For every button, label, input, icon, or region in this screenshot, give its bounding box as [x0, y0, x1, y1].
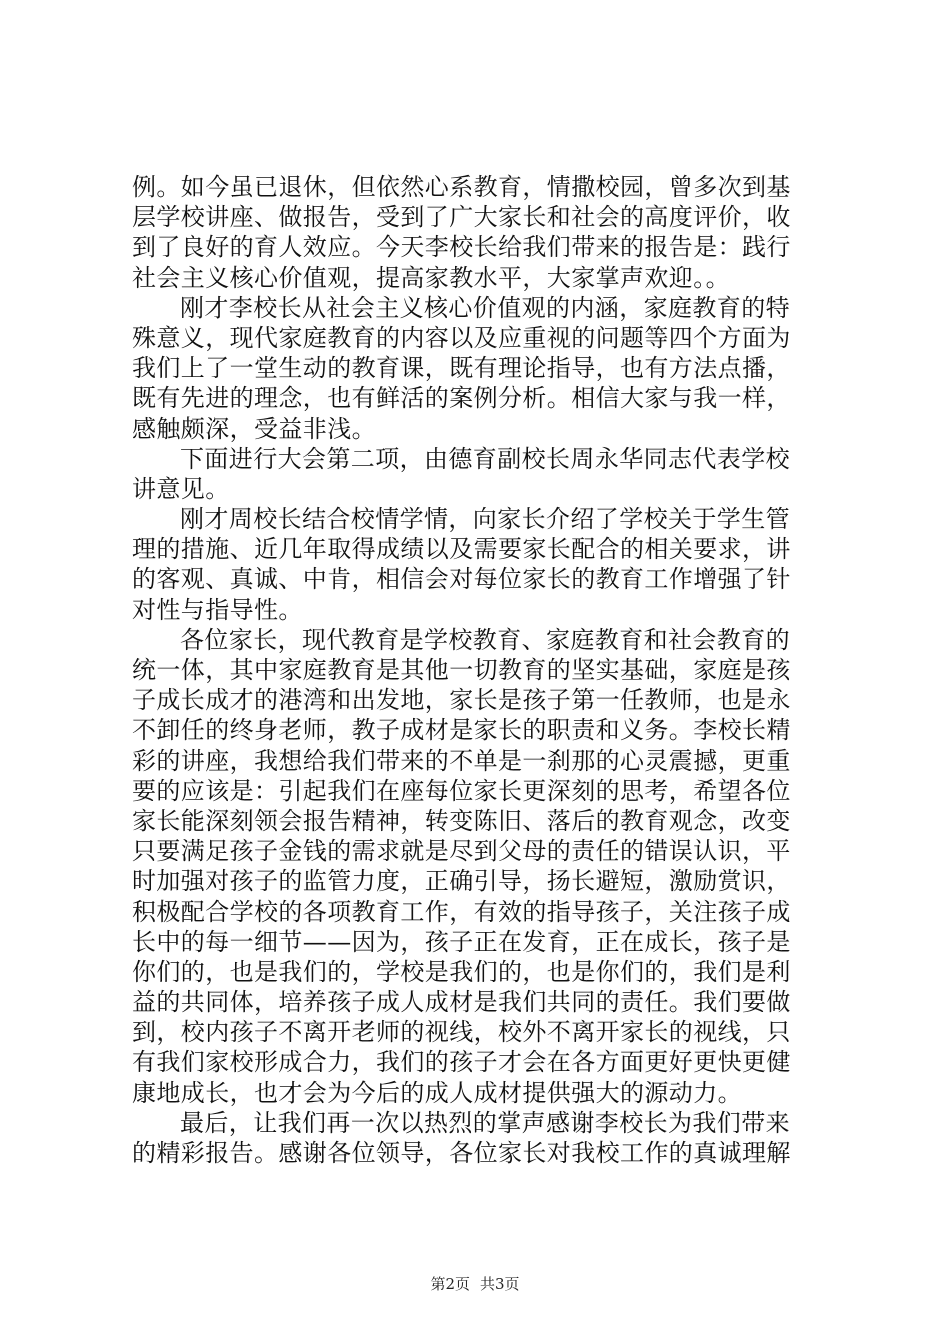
text-line: 社会主义核心价值观，提高家教水平，大家掌声欢迎。。 — [132, 263, 730, 292]
text-line: 统一体，其中家庭教育是其他一切教育的坚实基础，家庭是孩 — [132, 656, 791, 684]
text-line: 有我们家校形成合力，我们的孩子才会在各方面更好更快更健 — [132, 1048, 791, 1077]
text-line: 益的共同体，培养孩子成人成材是我们共同的责任。我们要做 — [132, 988, 791, 1017]
paragraph-first-line: 各位家长，现代教育是学校教育、家庭教育和社会教育的 — [180, 625, 790, 654]
text-line: 讲意见。 — [132, 474, 230, 503]
text-line: 例。如今虽已退休，但依然心系教育，情撒校园，曾多次到基 — [132, 173, 791, 201]
paragraph-first-line: 刚才李校长从社会主义核心价值观的内涵，家庭教育的特 — [180, 293, 790, 322]
text-line: 既有先进的理念，也有鲜活的案例分析。相信大家与我一样， — [132, 384, 791, 413]
paragraph-first-line: 刚才周校长结合校情学情，向家长介绍了学校关于学生管 — [180, 505, 790, 534]
paragraph-first-line: 最后，让我们再一次以热烈的掌声感谢李校长为我们带来 — [180, 1108, 790, 1137]
text-line: 康地成长，也才会为今后的成人成材提供强大的源动力。 — [132, 1078, 742, 1107]
text-line: 的客观、真诚、中肯，相信会对每位家长的教育工作增强了针 — [132, 565, 791, 594]
text-line: 你们的，也是我们的，学校是我们的，也是你们的，我们是利 — [132, 957, 791, 986]
text-line: 只要满足孩子金钱的需求就是尽到父母的责任的错误认识，平 — [132, 837, 791, 866]
text-line: 到，校内孩子不离开老师的视线，校外不离开家长的视线，只 — [132, 1018, 791, 1047]
text-line: 长中的每一细节——因为，孩子正在发育，正在成长，孩子是 — [132, 927, 791, 956]
page-total: 共3页 — [480, 1275, 520, 1293]
text-line: 彩的讲座，我想给我们带来的不单是一刹那的心灵震撼，更重 — [132, 746, 791, 775]
text-line: 不卸任的终身老师，教子成材是家长的职责和义务。李校长精 — [132, 716, 791, 745]
text-line: 感触颇深，受益非浅。 — [132, 414, 376, 443]
text-line: 殊意义，现代家庭教育的内容以及应重视的问题等四个方面为 — [132, 323, 791, 352]
text-line: 到了良好的育人效应。今天李校长给我们带来的报告是：践行 — [132, 233, 791, 262]
text-line: 家长能深刻领会报告精神，转变陈旧、落后的教育观念，改变 — [132, 806, 791, 835]
paragraph-first-line: 下面进行大会第二项，由德育副校长周永华同志代表学校 — [180, 444, 790, 473]
page-footer — [0, 1274, 950, 1294]
text-line: 的精彩报告。感谢各位领导，各位家长对我校工作的真诚理解 — [132, 1139, 791, 1167]
text-line: 时加强对孩子的监管力度，正确引导，扬长避短，激励赏识， — [132, 867, 791, 896]
text-line: 层学校讲座、做报告，受到了广大家长和社会的高度评价，收 — [132, 203, 791, 232]
text-line: 对性与指导性。 — [132, 595, 303, 624]
text-line: 要的应该是：引起我们在座每位家长更深刻的思考，希望各位 — [132, 776, 791, 805]
document-body — [132, 172, 832, 1168]
text-line: 理的措施、近几年取得成绩以及需要家长配合的相关要求，讲 — [132, 535, 791, 564]
text-line: 子成长成才的港湾和出发地，家长是孩子第一任教师，也是永 — [132, 686, 791, 715]
text-line: 我们上了一堂生动的教育课，既有理论指导，也有方法点播， — [132, 354, 791, 383]
page-number: 第2页 — [430, 1275, 470, 1293]
text-line: 积极配合学校的各项教育工作，有效的指导孩子，关注孩子成 — [132, 897, 791, 926]
